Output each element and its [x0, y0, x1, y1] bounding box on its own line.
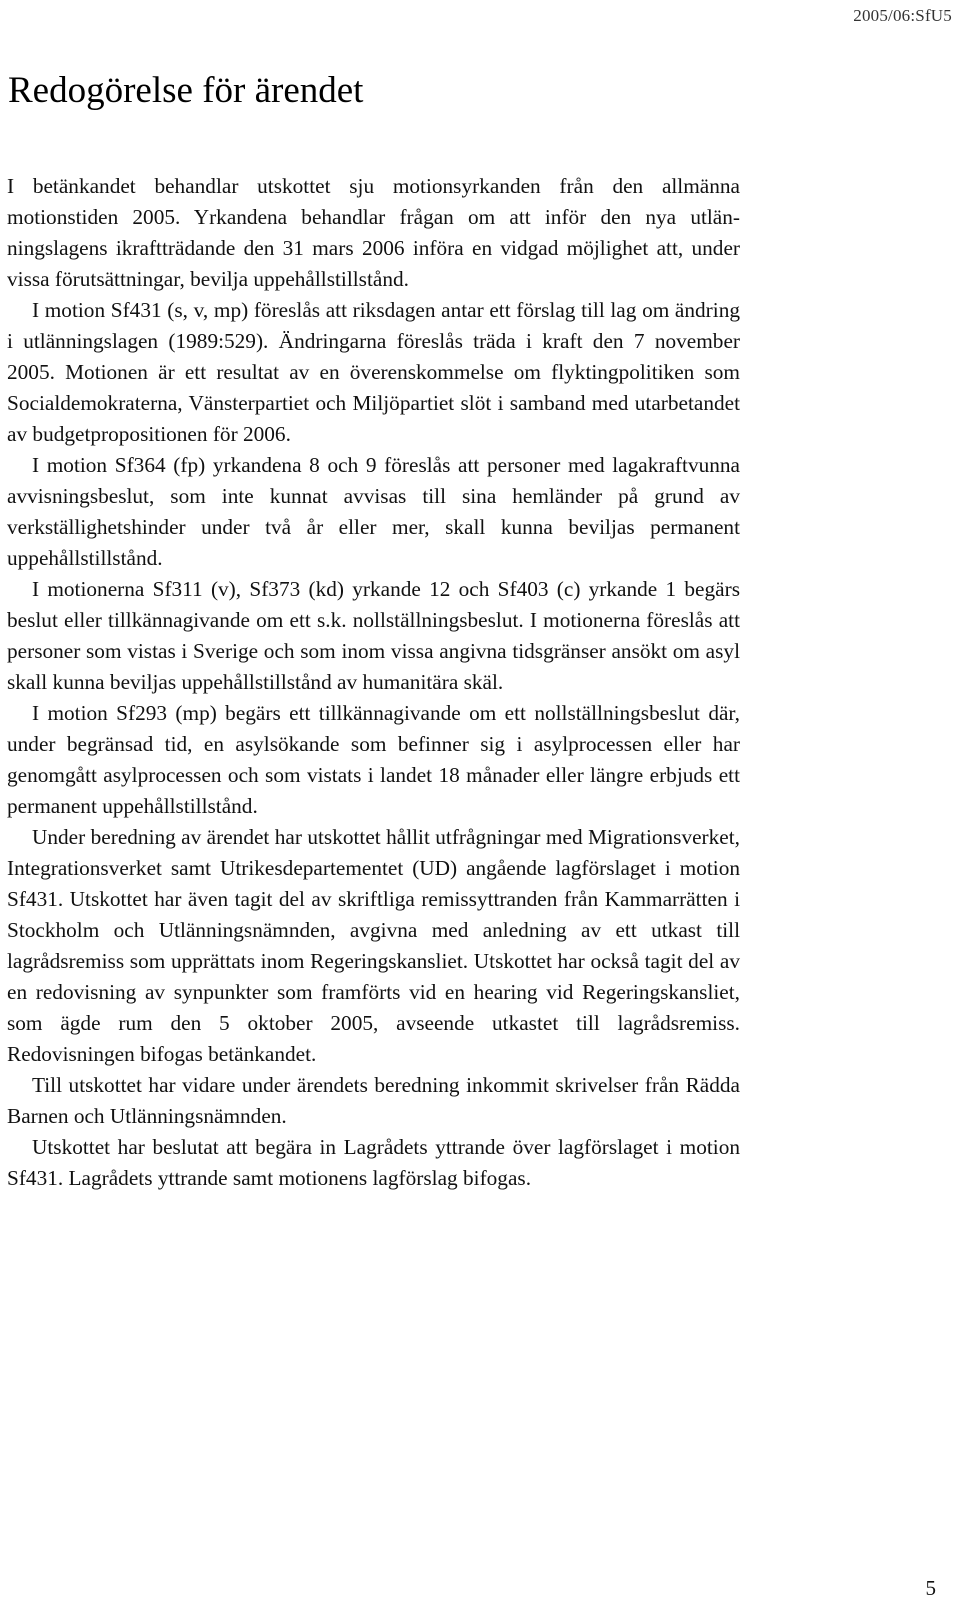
page-number: 5 [925, 1576, 936, 1600]
paragraph-letters: Till utskottet har vidare under ärendets beredning inkommit skrivelser från Rädda Barnen och Utlänningsnämnden. [7, 1073, 740, 1128]
paragraph-hearings: Under beredning av ärendet har utskottet hållit utfrågningar med Migrationsverket, Integrationsverket samt Utrikesdepartementet (UD) angående lagförslaget i motion Sf431. Utskottet har även tagit del av skriftliga remissyttranden från Kammarrätten i Stockholm och Utlänningsnämnden, avgivna med anledning av ett utkast till lagrådsremiss som upprättats inom Regeringskansliet. Utskottet har också tagit del av en redovisning av synpunkter som framförts vid en hearing vid Regeringskansliet, som ägde rum den 5 oktober 2005, avseende utkastet till lagrådsremiss. Redovisningen bifogas betänkandet. [7, 825, 740, 1066]
document-body [7, 171, 740, 1194]
paragraph-lagradet: Utskottet har beslutat att begära in Lagrådets yttrande över lagförslaget i motion Sf431. Lagrådets yttrande samt motionens lagförslag bifogas. [7, 1135, 740, 1190]
document-reference: 2005/06:SfU5 [853, 6, 952, 25]
paragraph-motions-sf311-sf373-sf403: I motionerna Sf311 (v), Sf373 (kd) yrkande 12 och Sf403 (c) yrkande 1 begärs beslut eller tillkännagivande om ett s.k. nollställningsbeslut. I motionerna föreslås att personer som vistas i Sverige och som inom vissa angivna tidsgränser ansökt om asyl skall kunna beviljas uppehållstillstånd av humanitära skäl. [7, 577, 740, 694]
paragraph-intro: I betänkandet behandlar utskottet sju motionsyrkanden från den allmänna motionstiden 2005. Yrkandena behandlar frågan om att inför den nya utlänningslagens ikraftträdande den 31 mars 2006 införa en vidgad möjlighet att, under vissa förutsättningar, bevilja uppehållstillstånd. [7, 174, 740, 291]
page-title: Redogörelse för ärendet [8, 70, 364, 111]
paragraph-motion-sf431: I motion Sf431 (s, v, mp) föreslås att riksdagen antar ett förslag till lag om ändring i utlänningslagen (1989:529). Ändringarna föreslås träda i kraft den 7 november 2005. Motionen är ett resultat av en överenskommelse om flyktingpolitiken som Socialdemokraterna, Vänsterpartiet och Miljöpartiet slöt i samband med utarbetandet av budgetpropositionen för 2006. [7, 298, 740, 446]
paragraph-motion-sf364: I motion Sf364 (fp) yrkandena 8 och 9 föreslås att personer med lagakraftvunna avvisningsbeslut, som inte kunnat avvisas till sina hemländer på grund av verkställighetshinder under två år eller mer, skall kunna beviljas permanent uppehållstillstånd. [7, 453, 740, 570]
paragraph-motion-sf293: I motion Sf293 (mp) begärs ett tillkännagivande om ett nollställningsbeslut där, under begränsad tid, en asylsökande som befinner sig i asylprocessen eller har genomgått asylprocessen och som vistats i landet 18 månader eller längre erbjuds ett permanent uppehållstillstånd. [7, 701, 740, 818]
